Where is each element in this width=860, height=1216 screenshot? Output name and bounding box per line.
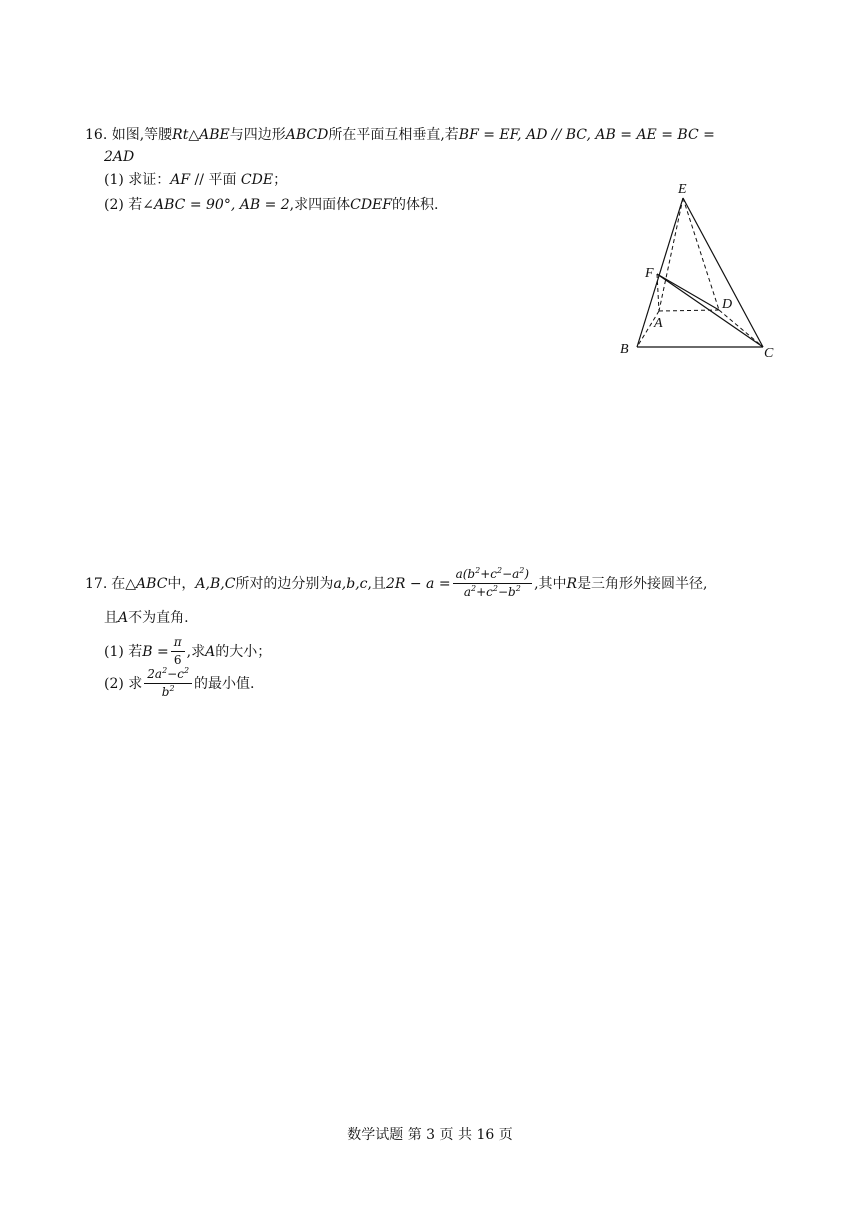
label-D: D — [722, 297, 733, 312]
label-F: F — [645, 266, 654, 281]
label-B: B — [620, 342, 629, 357]
edge-EA — [659, 198, 683, 311]
label-E: E — [678, 182, 687, 197]
fraction-target: $\frac{2a^2-c^2}{b^2}$ — [144, 668, 192, 699]
q16-part1: (1) 求证：AF // 平面 CDE； — [104, 172, 288, 188]
edge-FD — [657, 274, 719, 310]
q16-number: 16. — [85, 127, 108, 143]
q17-part1: (1) 若 B = $\frac{\pi}{6}$ ,求 A 的大小； — [104, 635, 272, 668]
label-A: A — [654, 316, 663, 331]
q16-line1: 16. 如图,等腰Rt△ABE与四边形ABCD所在平面互相垂直,若BF = EF, AD // BC, AB = AE = BC = — [85, 127, 715, 143]
edge-DC — [719, 310, 763, 347]
fraction-pi-over-6: $\frac{\pi}{6}$ — [171, 636, 185, 667]
q17-line2: 且A不为直角. — [104, 610, 189, 626]
page-footer: 数学试题 第 3 页 共 16 页 — [347, 1127, 513, 1143]
fraction-condition: $\frac{a(b^2+c^2-a^2)}{a^2+c^2-b^2}$ — [453, 568, 533, 599]
q17-number: 17. — [85, 575, 108, 592]
edge-EC — [683, 198, 763, 347]
q16-part2: (2) 若∠ABC = 90°, AB = 2,求四面体CDEF的体积. — [104, 197, 439, 213]
q17-part2: (2) 求 $\frac{2a^2-c^2}{b^2}$ 的最小值. — [104, 666, 255, 700]
label-C: C — [764, 346, 774, 361]
q16-line2: 2AD — [104, 149, 135, 165]
q17-line1: 17. 在△ ABC 中， A,B,C 所对的边分别为 a,b,c ,且 2R − a = $\frac{a(b^2+c^2-a^2)}{a^2+c^2-b^2}$ ,其中 R 是三角形外接圆半径, — [85, 566, 708, 600]
tetrahedron-figure — [610, 175, 800, 365]
